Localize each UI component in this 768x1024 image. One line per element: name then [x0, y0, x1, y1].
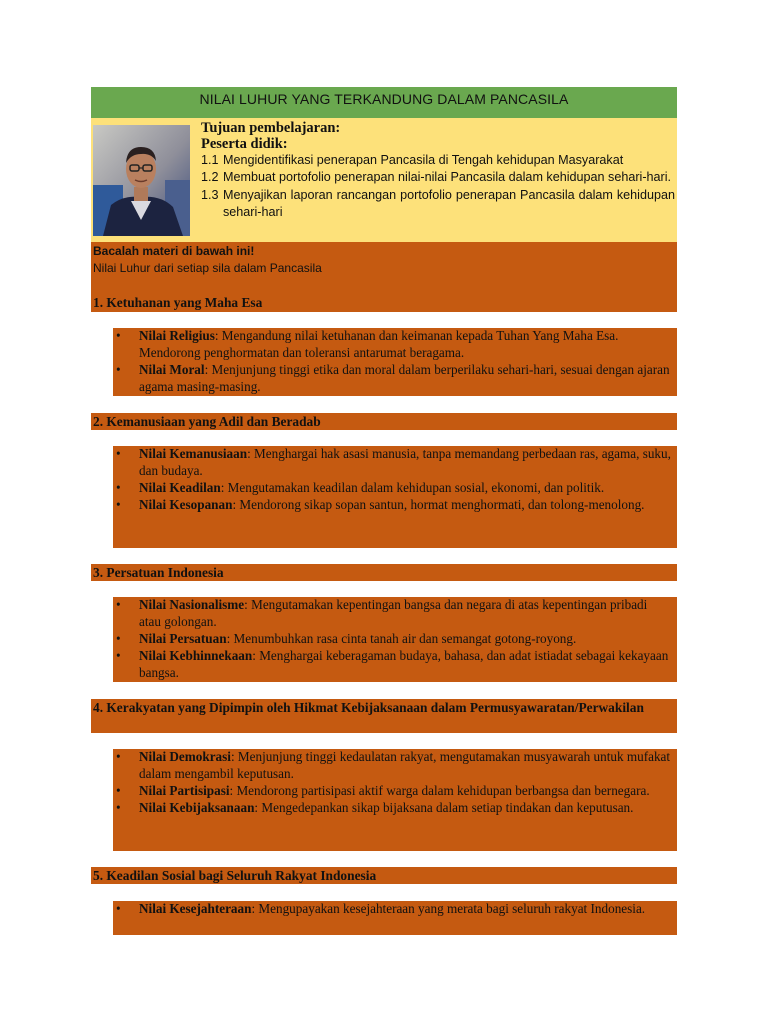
value-name: Nilai Kemanusiaan [139, 446, 248, 461]
objective-text: Menyajikan laporan rancangan portofolio penerapan Pancasila dalam kehidupan sehari-hari [223, 187, 675, 220]
value-desc: : Menghargai hak asasi manusia, tanpa memandang perbedaan ras, agama, suku, dan budaya. [139, 446, 671, 478]
value-name: Nilai Kebhinnekaan [139, 647, 253, 663]
objectives-subheading: Peserta didik: [201, 136, 288, 152]
sila-1-heading: 1. Ketuhanan yang Maha Esa [93, 295, 263, 310]
objective-number: 1.3 [201, 187, 219, 202]
value-name: Nilai Moral [139, 361, 205, 377]
objective-number: 1.2 [201, 170, 219, 185]
objective-text: Membuat portofolio penerapan nilai-nilai Pancasila dalam kehidupan sehari-hari. [223, 170, 672, 185]
objectives-heading: Tujuan pembelajaran: [201, 120, 341, 136]
sila-4-list [113, 749, 677, 851]
objective-item [201, 169, 675, 186]
sila-1-list [113, 328, 677, 396]
objective-text: Mengidentifikasi penerapan Pancasila di Tengah kehidupan Masyarakat [223, 153, 624, 167]
value-desc: : Mengupayakan kesejahteraan yang merata bagi seluruh rakyat Indonesia. [251, 901, 646, 916]
objective-item [201, 187, 675, 222]
list-item [113, 480, 671, 497]
list-item [113, 362, 671, 396]
value-name: Nilai Kesopanan [139, 496, 233, 512]
value-desc: : Mendorong sikap sopan santun, hormat menghormati, dan tolong-menolong. [232, 496, 645, 512]
value-desc: : Mendorong partisipasi aktif warga dalam kehidupan berbangsa dan bernegara. [229, 782, 650, 798]
value-name: Nilai Keadilan [139, 479, 221, 495]
list-item [113, 631, 671, 648]
objective-item [201, 152, 675, 169]
value-desc: : Menghargai keberagaman budaya, bahasa, dan adat istiadat sebagai kekayaan bangsa. [139, 647, 669, 680]
list-item [113, 328, 671, 362]
value-desc: : Mengutamakan keadilan dalam kehidupan sosial, ekonomi, dan politik. [220, 479, 605, 495]
list-item [113, 901, 671, 918]
objective-number: 1.1 [201, 153, 219, 167]
list-item [113, 497, 671, 514]
value-name: Nilai Kesejahteraan [139, 901, 252, 916]
list-item [113, 749, 671, 783]
value-desc: : Menjunjung tinggi kedaulatan rakyat, mengutamakan musyawarah untuk mufakat dalam mengambil keputusan. [139, 749, 671, 781]
value-desc: : Mengutamakan kepentingan bangsa dan negara di atas kepentingan pribadi atau golongan. [139, 597, 648, 629]
sila-5-list [113, 901, 677, 935]
sila-4-heading: 4. Kerakyatan yang Dipimpin oleh Hikmat Kebijaksanaan dalam Permusyawaratan/Perwakilan [91, 699, 677, 733]
intro-instruction: Bacalah materi di bawah ini! [93, 244, 255, 258]
sila-2-list [113, 446, 677, 548]
sila-3-list [113, 597, 677, 682]
sila-3-heading: 3. Persatuan Indonesia [91, 564, 677, 581]
teacher-photo [93, 125, 190, 236]
value-desc: : Menjunjung tinggi etika dan moral dalam berperilaku sehari-hari, sesuai dengan ajaran agama masing-masing. [139, 361, 670, 394]
list-item [113, 597, 671, 631]
sila-2-heading: 2. Kemanusiaan yang Adil dan Beradab [91, 413, 677, 430]
list-item [113, 783, 671, 800]
portrait-image [93, 125, 190, 236]
objectives-content [201, 120, 675, 222]
value-name: Nilai Demokrasi [139, 749, 231, 764]
intro-subtitle: Nilai Luhur dari setiap sila dalam Pancasila [93, 261, 322, 275]
value-name: Nilai Nasionalisme [139, 597, 245, 612]
list-item [113, 648, 671, 682]
value-desc: : Menumbuhkan rasa cinta tanah air dan semangat gotong-royong. [226, 630, 577, 646]
value-desc: : Mengedepankan sikap bijaksana dalam setiap tindakan dan keputusan. [254, 799, 634, 815]
list-item [113, 800, 671, 817]
page-title: NILAI LUHUR YANG TERKANDUNG DALAM PANCASILA [91, 87, 677, 118]
value-name: Nilai Persatuan [139, 630, 227, 646]
value-desc: : Mengandung nilai ketuhanan dan keimanan kepada Tuhan Yang Maha Esa. Mendorong penghormatan dan toleransi antarumat beragama. [139, 328, 619, 360]
sila-5-heading: 5. Keadilan Sosial bagi Seluruh Rakyat Indonesia [91, 867, 677, 884]
value-name: Nilai Kebijaksanaan [139, 799, 255, 815]
value-name: Nilai Religius [139, 328, 215, 343]
value-name: Nilai Partisipasi [139, 782, 230, 798]
list-item [113, 446, 671, 480]
